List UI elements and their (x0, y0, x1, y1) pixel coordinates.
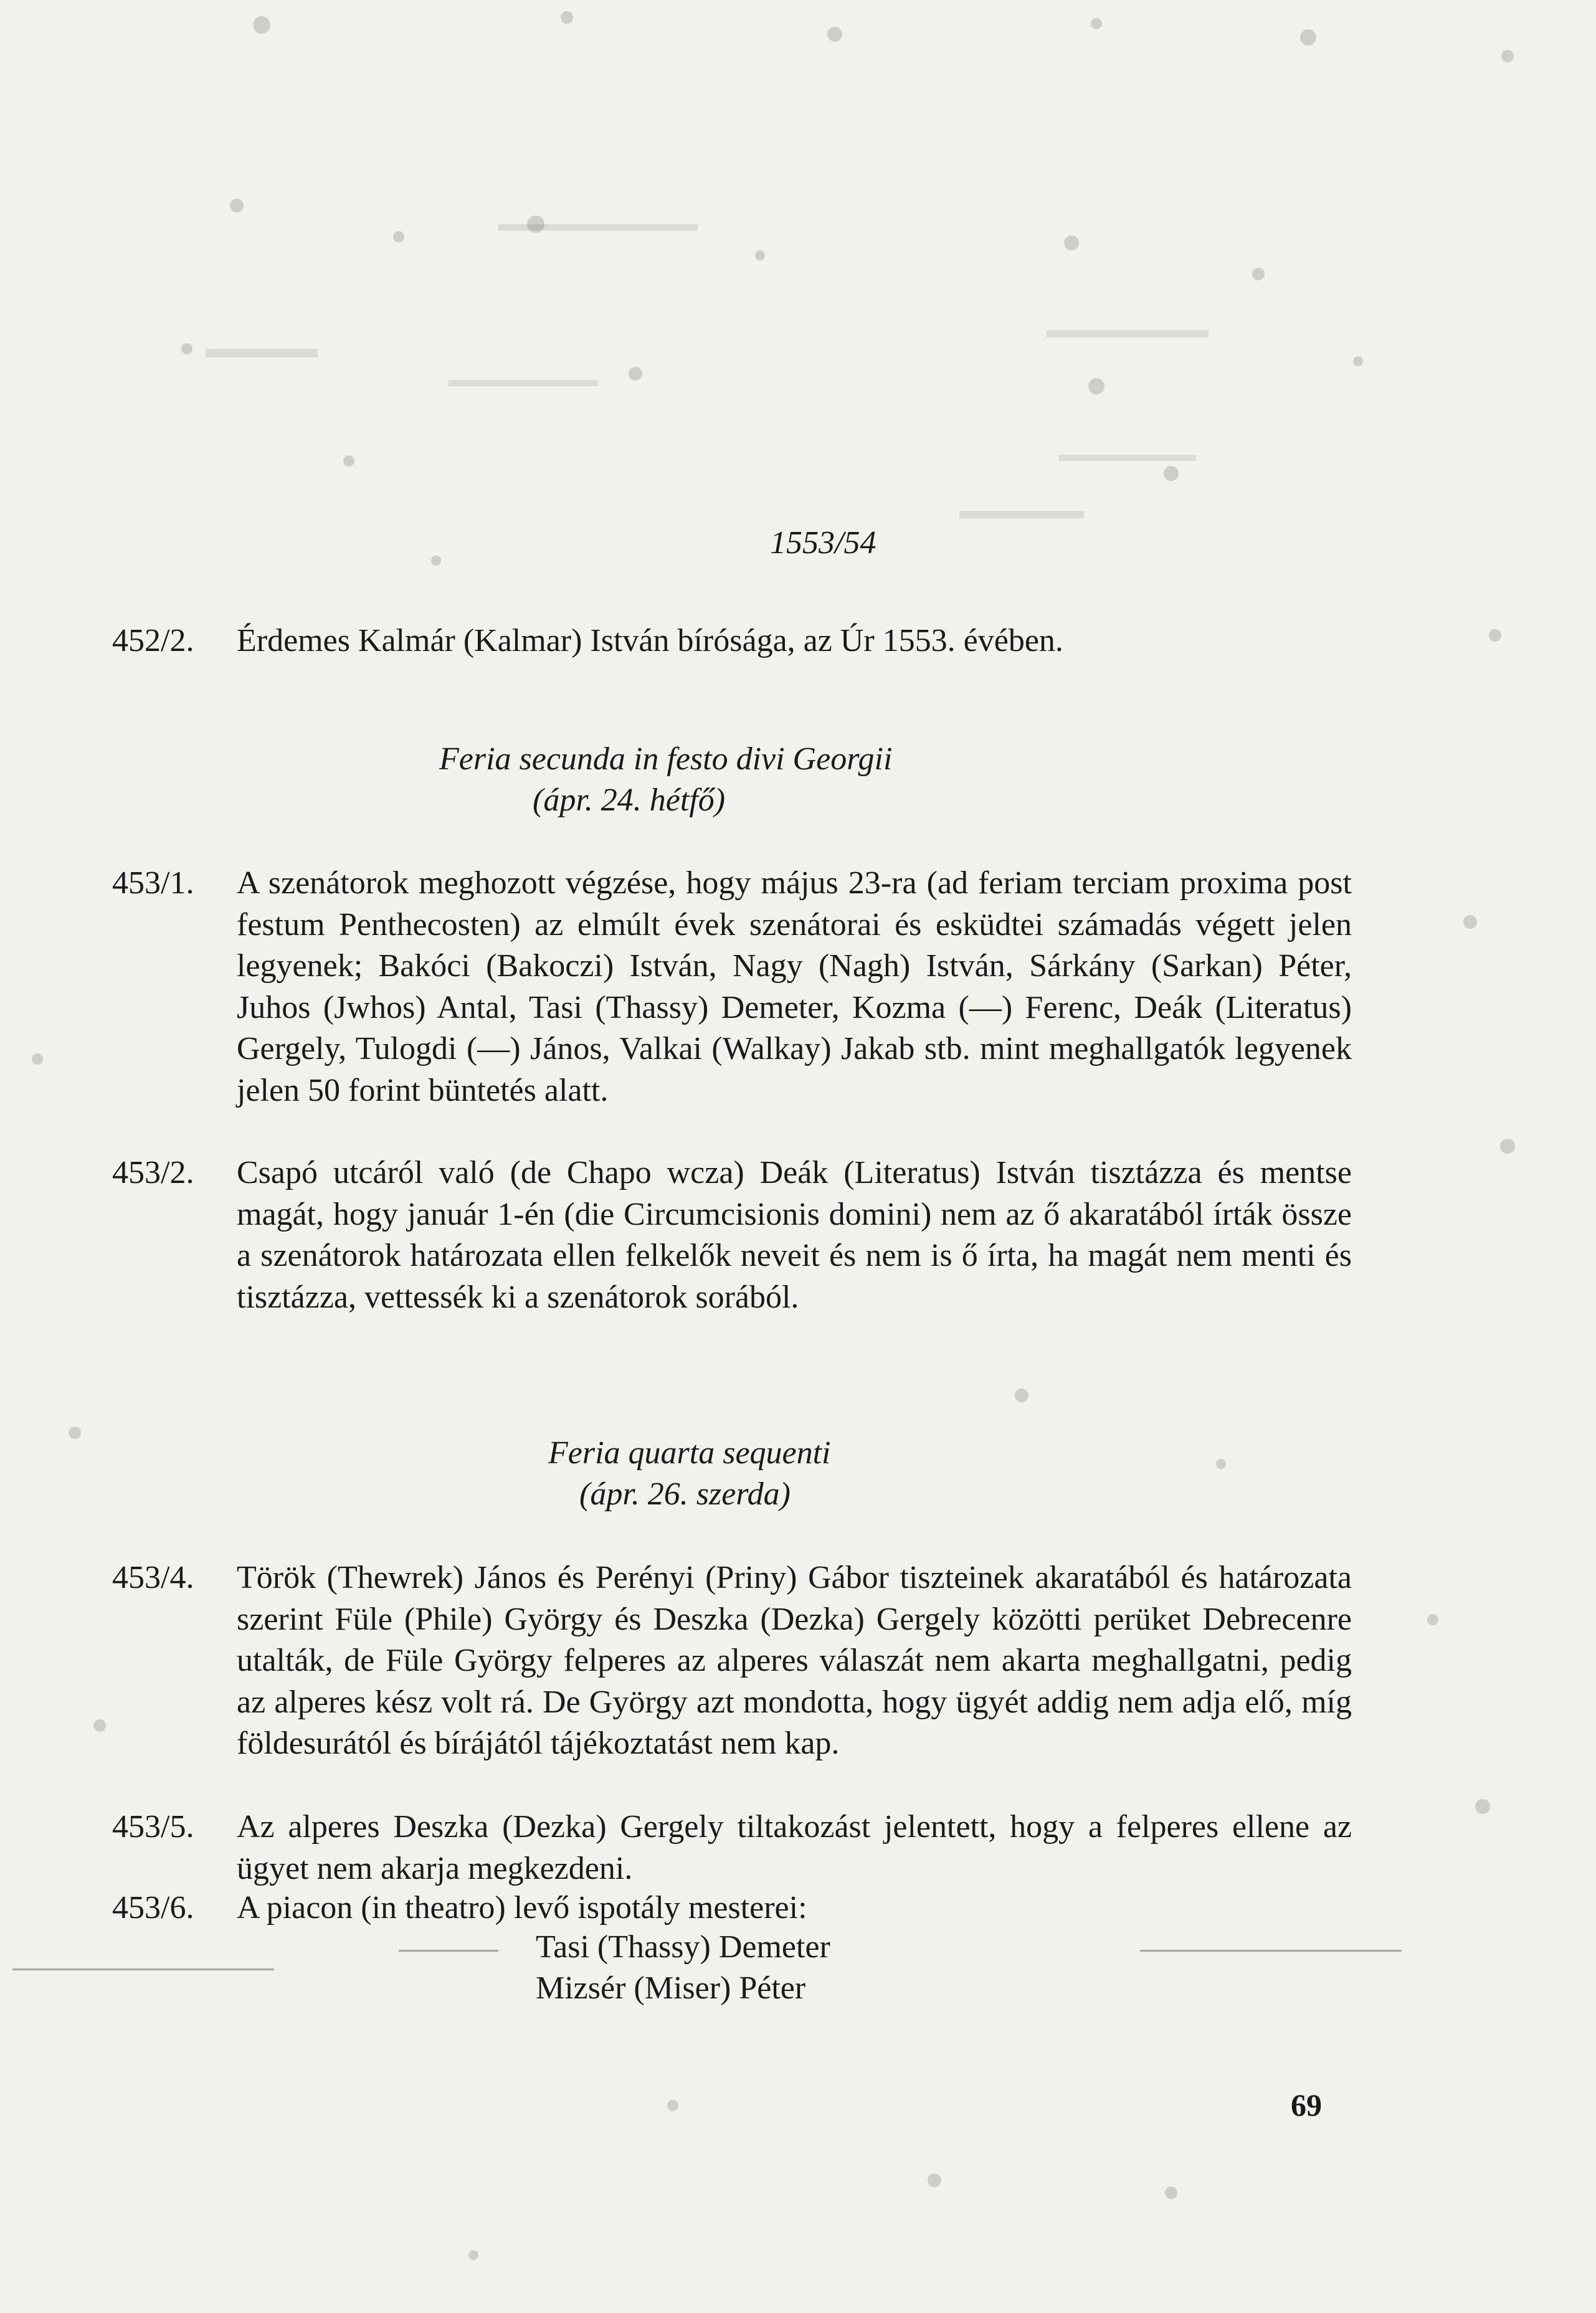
heading-line: Feria secunda in festo divi Georgii (439, 741, 893, 777)
entry-text: Török (Thewrek) János és Perényi (Priny) Gábor tiszteinek akaratából és határozata szerint Füle (Phile) György és Deszka (Dezka) Gergely közötti perüket Debrecenre utalták, de Füle György felperes az alperes válaszát nem akarta meghallgatni, pedig az alperes kész volt rá. De György azt mondotta, hogy ügyét addig nem adja elő, míg földesurától és bírájától tájékoztatást nem kap. (237, 1560, 1352, 1761)
entry-number: 453/6. (112, 1890, 194, 1926)
entry-text: Az alperes Deszka (Dezka) Gergely tiltakozást jelentett, hogy a felperes ellene az ügyet nem akarja megkezdeni. (237, 1809, 1352, 1886)
entry-text: Érdemes Kalmár (Kalmar) István bírósága, az Úr 1553. évében. (237, 623, 1063, 658)
heading-date: (ápr. 24. hétfő) (533, 782, 726, 818)
entry-number: 453/1. (112, 865, 194, 901)
masters-list (536, 1927, 830, 2009)
date-heading-2 (548, 1433, 831, 1515)
heading-line: Feria quarta sequenti (548, 1435, 831, 1471)
scan-smudge-right (1140, 1950, 1402, 1952)
scan-smudge-middle (399, 1950, 498, 1952)
entry-number: 453/2. (112, 1155, 194, 1190)
heading-date: (ápr. 26. szerda) (579, 1476, 791, 1512)
year-heading: 1553/54 (770, 525, 876, 561)
master-name: Tasi (Thassy) Demeter (536, 1929, 830, 1965)
page-number: 69 (1291, 2087, 1322, 2122)
entry-text: A piacon (in theatro) levő ispotály mesterei: (237, 1890, 807, 1926)
master-name: Mizsér (Miser) Péter (536, 1970, 806, 2006)
entry-number: 453/4. (112, 1560, 194, 1595)
date-heading-1 (439, 739, 892, 821)
scan-smudge-left (12, 1969, 274, 1970)
entry-text: Csapó utcáról való (de Chapo wcza) Deák (Literatus) István tisztázza és mentse magát, hogy január 1-én (die Circumcisionis domini) nem az ő akaratából írták össze a szenátorok határozata ellen felkelők neveit és nem is ő írta, ha magát nem menti és tisztázza, vettessék ki a szenátorok sorából. (237, 1155, 1352, 1315)
entry-text: A szenátorok meghozott végzése, hogy május 23-ra (ad feriam terciam proxima post festum Penthecosten) az elmúlt évek szenátorai és esküdtei számadás végett jelen legyenek; Bakóci (Bakoczi) István, Nagy (Nagh) István, Sárkány (Sarkan) Péter, Juhos (Jwhos) Antal, Tasi (Thassy) Demeter, Kozma (—) Ferenc, Deák (Literatus) Gergely, Tulogdi (—) János, Valkai (Walkay) Jakab stb. mint meghallgatók legyenek jelen 50 forint büntetés alatt. (237, 865, 1352, 1108)
entry-number: 452/2. (112, 623, 194, 658)
entry-number: 453/5. (112, 1809, 194, 1845)
